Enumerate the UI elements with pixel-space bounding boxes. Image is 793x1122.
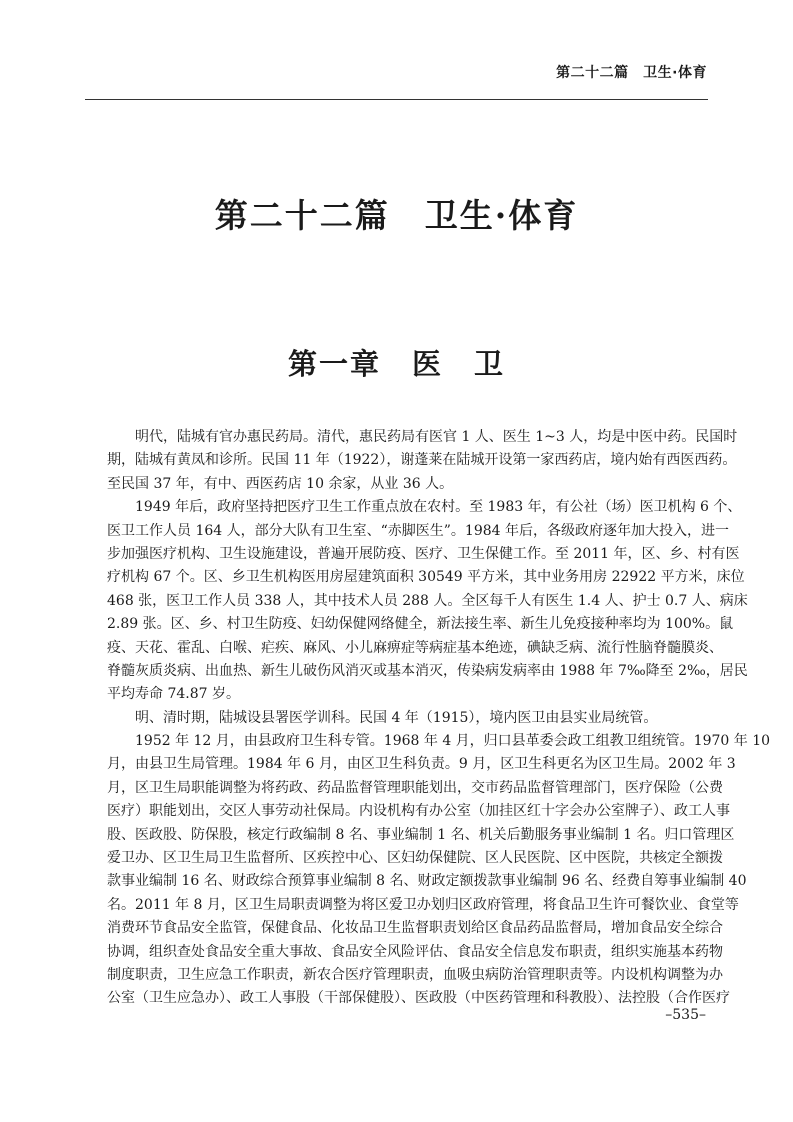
- text-line: 疗机构 67 个。区、乡卫生机构医用房屋建筑面积 30549 平方米，其中业务用房 22922 平方米，床位: [107, 569, 745, 586]
- text-line: 制度职责，卫生应急工作职责，新农合医疗管理职责，血吸虫病防治管理职责等。内设机构调整为办: [107, 966, 723, 983]
- text-line: 步加强医疗机构、卫生设施建设，普遍开展防疫、医疗、卫生保健工作。至 2011 年，区、乡、村有医: [107, 545, 740, 562]
- part-title: 第二十二篇 卫生·体育: [214, 196, 579, 235]
- paragraph: [107, 496, 748, 707]
- text-line: 468 张，医卫工作人员 338 人，其中技术人员 288 人。全区每千人有医生 1.4 人、护士 0.7 人、病床: [107, 592, 748, 609]
- text-line: 1949 年后，政府坚持把医疗卫生工作重点放在农村。至 1983 年，有公社（场）医卫机构 6 个、: [135, 499, 742, 516]
- text-line: 2.89 张。区、乡、村卫生防疫、妇幼保健网络健全，新法接生率、新生儿免疫接种率均为 100%。鼠: [107, 616, 734, 633]
- header-rule: [85, 99, 708, 100]
- paragraph: [107, 730, 771, 1011]
- text-line: 平均寿命 74.87 岁。: [107, 686, 240, 703]
- text-line: 医卫工作人员 164 人，部分大队有卫生室、“赤脚医生”。1984 年后，各级政府逐年加大投入，进一: [107, 522, 730, 539]
- text-line: 名。2011 年 8 月，区卫生局职责调整为将区爱卫办划归区政府管理，将食品卫生许可餐饮业、食堂等: [107, 896, 739, 913]
- paragraph: [107, 707, 691, 730]
- text-line: 月，区卫生局职能调整为将药政、药品监督管理职能划出，交市药品监督管理部门，医疗保险（公费: [107, 779, 723, 796]
- text-line: 医疗）职能划出，交区人事劳动社保局。内设机构有办公室（加挂区红十字会办公室牌子）、政工人事: [107, 803, 730, 820]
- text-line: 1952 年 12 月，由县政府卫生科专管。1968 年 4 月，归口县革委会政工组教卫组统管。1970 年 10: [135, 733, 771, 750]
- text-line: 款事业编制 16 名、财政综合预算事业编制 8 名、财政定额拨款事业编制 96 名、经费自筹事业编制 40: [107, 873, 747, 890]
- text-line: 期，陆城有黄凤和诊所。民国 11 年（1922），谢蓬莱在陆城开设第一家西药店，境内始有西医西药。: [107, 452, 737, 469]
- text-line: 爱卫办、区卫生局卫生监督所、区疾控中心、区妇幼保健院、区人民医院、区中医院，共核定全额拨: [107, 850, 723, 867]
- body-text: [107, 426, 771, 1011]
- text-line: 股、医政股、防保股，核定行政编制 8 名、事业编制 1 名、机关后勤服务事业编制 1 名。归口管理区: [107, 826, 735, 843]
- text-line: 消费环节食品安全监管，保健食品、化妆品卫生监督职责划给区食品药品监督局，增加食品安全综合: [107, 920, 723, 937]
- text-line: 月，由县卫生局管理。1984 年 6 月，由区卫生科负责。9 月，区卫生科更名为区卫生局。2002 年 3: [107, 756, 736, 773]
- text-line: 协调，组织查处食品安全重大事故、食品安全风险评估、食品安全信息发布职责，组织实施基本药物: [107, 943, 723, 960]
- paragraph: [107, 426, 738, 496]
- page-number: –535–: [665, 1007, 706, 1023]
- text-line: 公室（卫生应急办）、政工人事股（干部保健股）、医政股（中医药管理和科教股）、法控股（合作医疗: [107, 990, 730, 1007]
- chapter-title: 第一章 医 卫: [287, 347, 505, 381]
- text-line: 至民国 37 年，有中、西医药店 10 余家，从业 36 人。: [107, 475, 454, 492]
- text-line: 明代，陆城有官办惠民药局。清代，惠民药局有医官 1 人、医生 1~3 人，均是中医中药。民国时: [135, 429, 738, 445]
- text-line: 疫、天花、霍乱、白喉、疟疾、麻风、小儿麻痹症等病症基本绝迹，碘缺乏病、流行性脑脊髓膜炎、: [107, 639, 723, 656]
- running-head: 第二十二篇 卫生·体育: [556, 65, 707, 81]
- text-line: 明、清时期，陆城设县署医学训科。民国 4 年（1915），境内医卫由县实业局统管。: [135, 709, 658, 726]
- text-line: 脊髓灰质炎病、出血热、新生儿破伤风消灭或基本消灭，传染病发病率由 1988 年 7‰降至 2‰，居民: [107, 662, 748, 679]
